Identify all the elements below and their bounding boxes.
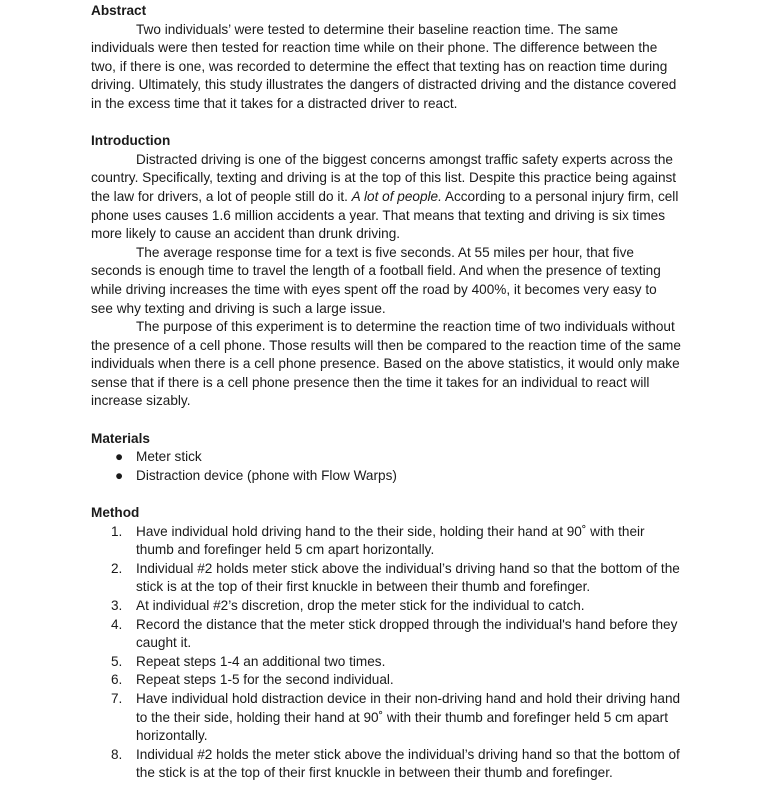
method-step [91,653,681,672]
abstract-heading: Abstract [91,3,147,18]
step-text: At individual #2’s discretion, drop the meter stick for the individual to catch. [136,598,585,613]
introduction-section [91,132,681,411]
step-number: 2. [111,560,123,576]
method-steps [91,523,681,783]
step-number: 8. [111,746,123,762]
bullet-icon: ● [115,467,124,483]
step-number: 1. [111,523,123,539]
materials-heading: Materials [91,430,150,446]
step-text: Have individual hold distraction device in their non-driving hand and hold their driving hand to the their side, holding their hand at 90˚ with their thumb and forefinger held 5 cm apart horizontally. [136,690,681,744]
step-number: 6. [111,672,123,688]
step-text: Individual #2 holds the meter stick above the individual’s driving hand so that the bottom of the stick is at the top of their first knuckle in between their thumb and forefinger. [136,746,680,781]
method-section [91,504,681,783]
method-step [91,690,681,746]
method-step [91,597,681,616]
list-item [91,448,681,467]
list-item [91,467,681,486]
step-text: Repeat steps 1-4 an additional two times. [136,653,386,669]
method-heading: Method [91,505,140,521]
method-step [91,671,681,690]
abstract-paragraph: Two individuals’ were tested to determine their baseline reaction time. The same individuals were then tested for reaction time while on their phone. The difference between the two, if there is one, was recorded to determine the effect that texting has on reaction time during driving. Ultimately, this study illustrates the dangers of distracted driving and the distance covered in the excess time that it takes for a distracted driver to react. [91,21,677,111]
introduction-paragraph-2: The average response time for a text is five seconds. At 55 miles per hour, that five seconds is enough time to travel the length of a football field. And when the presence of texting while driving increases the time with eyes spent off the road by 400%, it becomes very easy to see why texting and driving is such a large issue. [91,244,661,316]
method-step [91,616,681,653]
introduction-paragraph-1 [91,151,681,244]
step-number: 5. [111,653,123,669]
intro-p1-text-b: According to a personal injury firm, cell phone uses causes 1.6 million accidents a year. That means that texting and driving is six times more likely to cause an accident than drunk driving. [91,188,679,242]
step-number: 3. [111,598,123,613]
materials-list [91,448,681,485]
method-step [91,560,681,597]
intro-p1-italic: A lot of people. [351,188,442,204]
method-step [91,523,681,560]
step-number: 4. [111,616,123,632]
material-item: Meter stick [136,449,202,465]
intro-p1-text-a: Distracted driving is one of the biggest concerns amongst traffic safety experts across the country. Specifically, texting and driving is at the top of this list. Despite this practice being against the law for drivers, a lot of people still do it. [91,151,677,204]
abstract-section [91,2,681,114]
document-page [91,2,681,783]
material-item: Distraction device (phone with Flow Warps) [136,467,397,483]
step-text: Individual #2 holds meter stick above the individual’s driving hand so that the bottom of the stick is at the top of their first knuckle in between their thumb and forefinger. [136,560,680,595]
step-text: Repeat steps 1-5 for the second individual. [136,672,394,688]
bullet-icon: ● [115,449,124,465]
step-text: Have individual hold driving hand to the their side, holding their hand at 90˚ with their thumb and forefinger held 5 cm apart horizontally. [136,523,645,558]
method-step [91,746,681,783]
introduction-heading: Introduction [91,133,171,149]
step-number: 7. [111,690,123,706]
step-text: Record the distance that the meter stick dropped through the individual's hand before they caught it. [136,616,678,651]
materials-section [91,430,681,486]
introduction-paragraph-3: The purpose of this experiment is to determine the reaction time of two individuals without the presence of a cell phone. Those results will then be compared to the reaction time of the same individuals when there is a cell phone presence. Based on the above statistics, it would only make sense that if there is a cell phone presence then the time it takes for an individual to react will increase sizably. [91,319,681,409]
